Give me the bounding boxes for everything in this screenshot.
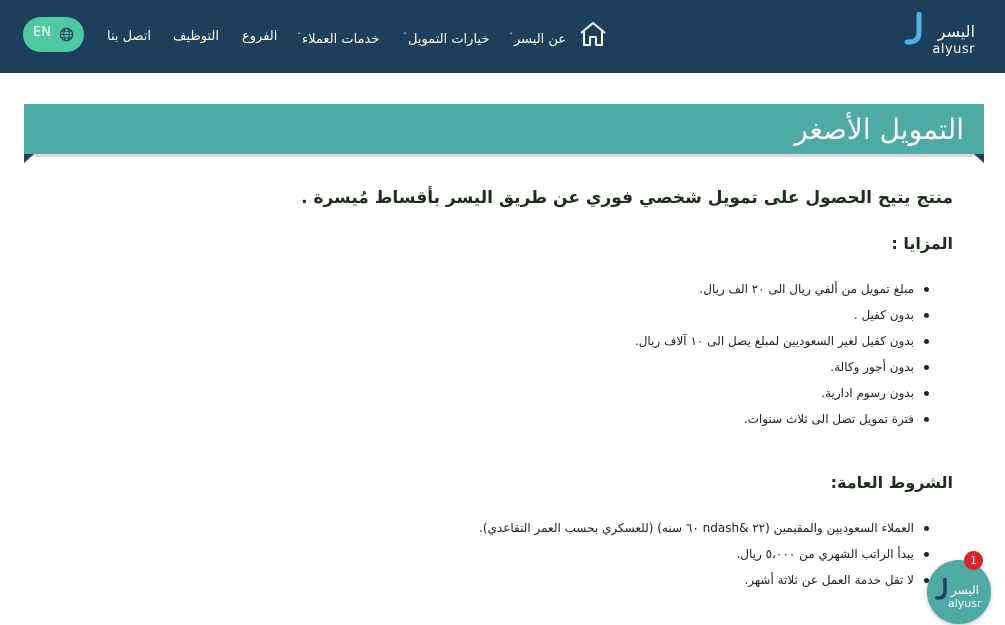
terms-heading: الشروط العامة:: [830, 473, 953, 492]
nav-label: خدمات العملاء: [302, 32, 380, 47]
nav-item-careers[interactable]: [173, 28, 219, 46]
list-item: بدون أجور وكالة.: [635, 354, 929, 380]
logo-arabic-text: اليسر: [937, 22, 975, 41]
chevron-down-icon: ˇ: [403, 32, 407, 41]
nav-item-customer-services[interactable]: [297, 28, 379, 46]
banner-fold-left: [24, 154, 34, 163]
nav-item-financing-options[interactable]: [403, 28, 489, 46]
banner-divider: [24, 154, 984, 157]
home-icon: [578, 20, 608, 48]
alyusr-logo[interactable]: [903, 12, 979, 60]
features-list: [635, 276, 929, 432]
nav-item-contact-us[interactable]: [107, 28, 151, 46]
list-item: لا تقل خدمة العمل عن ثلاثة أشهر.: [479, 567, 929, 593]
nav-label: عن اليسر: [514, 32, 567, 47]
features-heading: المزايا :: [891, 234, 953, 253]
top-navigation-bar: [0, 0, 1005, 73]
chat-widget-button[interactable]: [927, 560, 991, 624]
logo-latin-text: alyusr: [932, 42, 975, 57]
chat-logo-mark-icon: [935, 578, 949, 600]
product-description: منتج يتيح الحصول على تمويل شخصي فوري عن طريق اليسر بأقساط مُيسرة .: [301, 188, 953, 208]
list-item: بدون رسوم ادارية.: [635, 380, 929, 406]
nav-label: التوظيف: [173, 29, 219, 44]
chat-logo-arabic: اليسر: [951, 583, 979, 597]
chevron-down-icon: ˇ: [297, 32, 301, 41]
list-item: مبلغ تمويل من ألفي ريال الى ٢٠ الف ريال.: [635, 276, 929, 302]
list-item: فترة تمويل تصل الى ثلاث سنوات.: [635, 406, 929, 432]
nav-label: خيارات التمويل: [408, 32, 490, 47]
list-item: العملاء السعوديين والمقيمين (٢٢ &ndash ٦٠ سنه) (للعسكري بحسب العمر التقاعدي).: [479, 515, 929, 541]
list-item: يبدأ الراتب الشهري من ٥،٠٠٠ ريال.: [479, 541, 929, 567]
logo-mark-icon: [903, 12, 925, 46]
home-button[interactable]: [578, 20, 608, 48]
terms-list: [479, 515, 929, 593]
chevron-down-icon: ˇ: [509, 32, 513, 41]
language-label: EN: [33, 25, 51, 40]
nav-item-branches[interactable]: [242, 28, 277, 46]
list-item: بدون كفيل لغير السعوديين لمبلغ يصل الى ١٠ آلاف ريال.: [635, 328, 929, 354]
list-item: بدون كفيل .: [635, 302, 929, 328]
page-title-banner: [24, 104, 984, 154]
globe-icon: [59, 27, 74, 42]
banner-fold-right: [974, 154, 984, 163]
nav-label: الفروع: [242, 29, 278, 44]
nav-label: اتصل بنا: [107, 29, 151, 44]
nav-item-about[interactable]: [509, 28, 566, 46]
page-title: التمويل الأصغر: [794, 113, 964, 146]
language-toggle-button[interactable]: [23, 17, 84, 52]
notification-badge: 1: [964, 551, 983, 570]
chat-logo-latin: alyusr: [948, 597, 982, 610]
